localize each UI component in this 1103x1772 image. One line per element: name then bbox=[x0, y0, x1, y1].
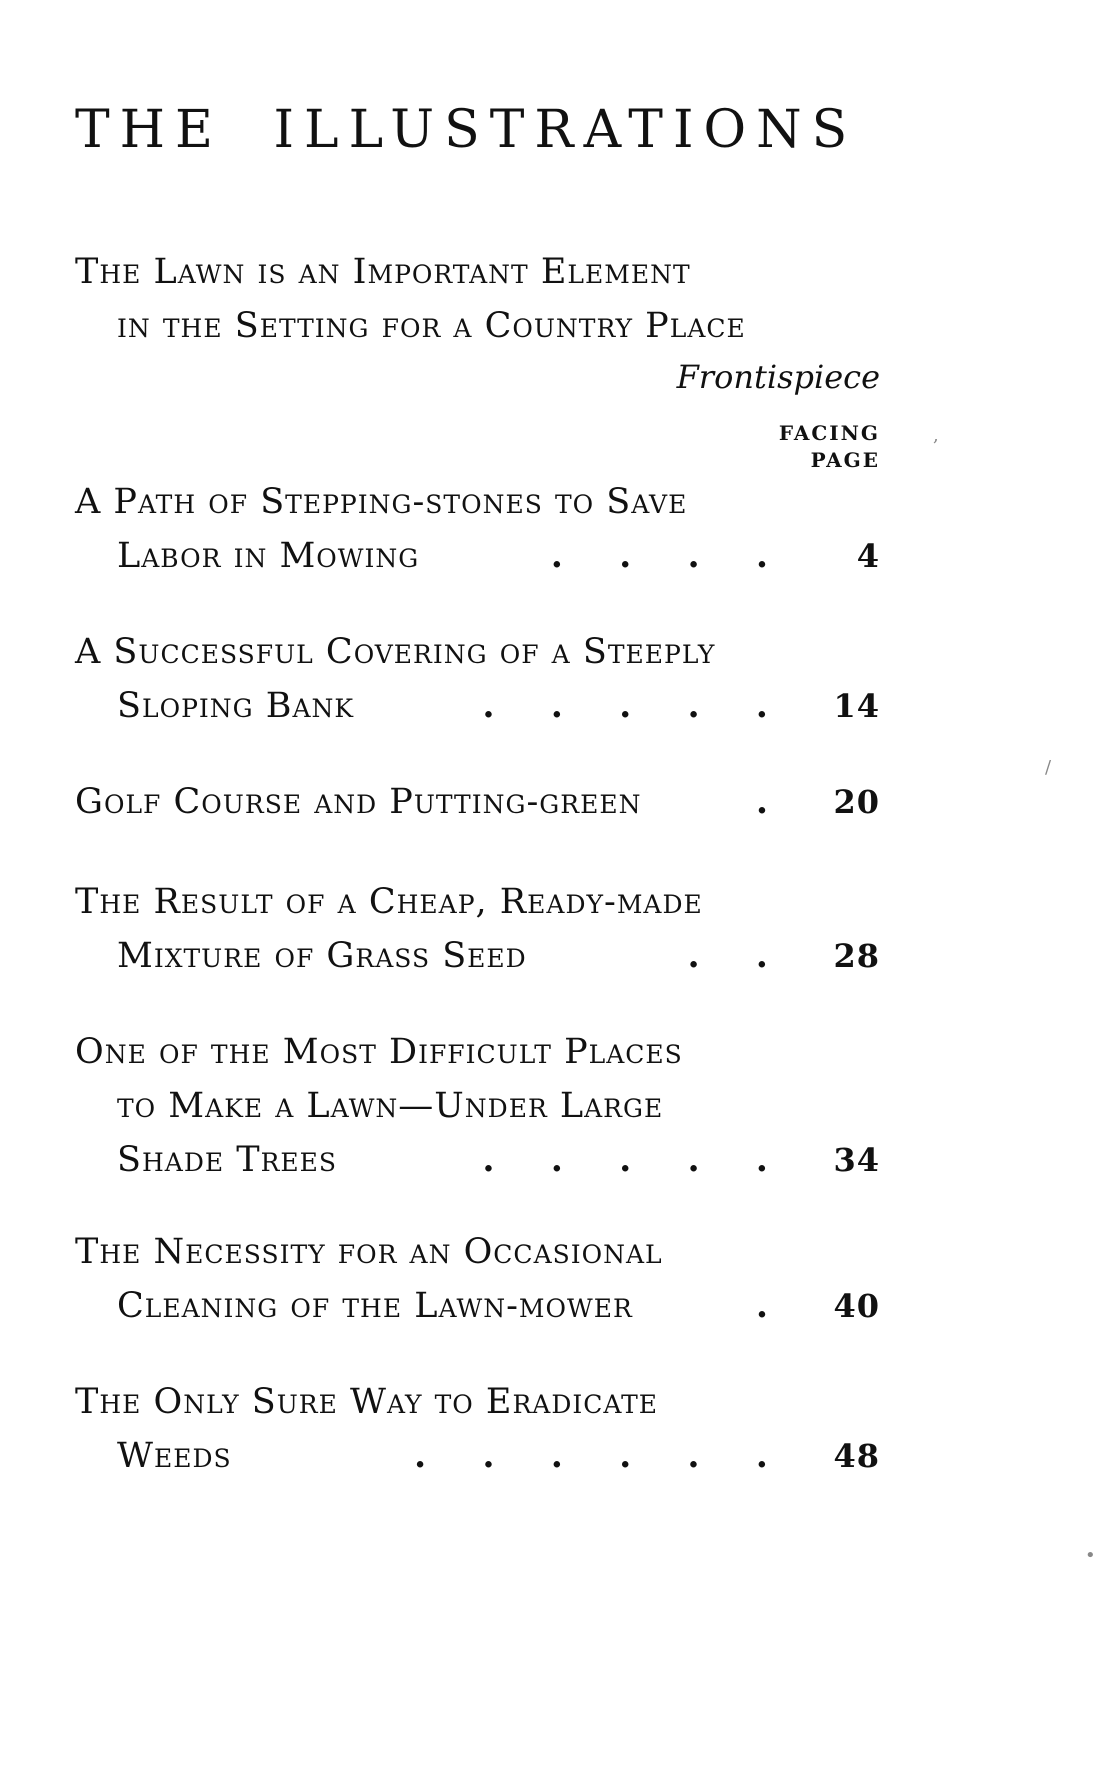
entry-line-with-page bbox=[75, 529, 880, 583]
entry-line: The Only Sure Way to Eradicate bbox=[75, 1382, 658, 1422]
entry-line: The Necessity for an Occasional bbox=[75, 1232, 663, 1272]
leader-dots: . . . . . . bbox=[413, 1435, 790, 1476]
entry-line: Cleaning of the Lawn-mower bbox=[117, 1286, 633, 1326]
leader-dots: . bbox=[755, 1285, 790, 1326]
entry-line: The Result of a Cheap, Ready-made bbox=[75, 882, 703, 922]
entry-line-with-page bbox=[75, 679, 880, 733]
entry-line: in the Setting for a Country Place bbox=[117, 306, 746, 346]
page-title: THE ILLUSTRATIONS bbox=[75, 100, 858, 160]
leader-dots: . . . . . bbox=[482, 1139, 790, 1180]
entry-line-with-page bbox=[75, 1429, 880, 1483]
page-number: 40 bbox=[833, 1287, 880, 1325]
page-number: 14 bbox=[833, 687, 880, 725]
entry-line: Mixture of Grass Seed bbox=[117, 936, 527, 976]
entry-line: Shade Trees bbox=[117, 1140, 338, 1180]
scan-speck: • bbox=[1085, 1545, 1096, 1566]
entry-line: Sloping Bank bbox=[117, 686, 355, 726]
list-item bbox=[75, 1025, 880, 1187]
leader-dots: . . bbox=[687, 935, 790, 976]
list-item bbox=[75, 625, 880, 733]
page-label: PAGE bbox=[810, 448, 880, 472]
scan-speck: , bbox=[933, 425, 939, 446]
leader-dots: . . . . bbox=[550, 535, 790, 576]
list-item bbox=[75, 775, 880, 829]
page-number: 34 bbox=[833, 1141, 880, 1179]
list-item bbox=[75, 245, 880, 401]
list-item bbox=[75, 1225, 880, 1333]
entry-line-with-page bbox=[75, 1279, 880, 1333]
list-item bbox=[75, 1375, 880, 1483]
page-number: 4 bbox=[856, 537, 880, 575]
leader-dots: . bbox=[755, 781, 790, 822]
list-item bbox=[75, 875, 880, 983]
entry-line: A Successful Covering of a Steeply bbox=[75, 632, 716, 672]
list-item bbox=[75, 475, 880, 583]
entry-line: Labor in Mowing bbox=[117, 536, 420, 576]
entry-line: Golf Course and Putting-green bbox=[75, 782, 642, 822]
entry-line: One of the Most Difficult Places bbox=[75, 1032, 683, 1072]
page-number: 48 bbox=[833, 1437, 880, 1475]
entry-line-with-page bbox=[75, 1133, 880, 1187]
page-number: 28 bbox=[833, 937, 880, 975]
entry-line: Weeds bbox=[117, 1436, 232, 1476]
entry-line-with-page bbox=[75, 929, 880, 983]
leader-dots: . . . . . bbox=[482, 685, 790, 726]
page-number: 20 bbox=[833, 783, 880, 821]
entry-line: to Make a Lawn—Under Large bbox=[117, 1086, 664, 1126]
facing-page-header bbox=[779, 420, 880, 474]
entry-line: The Lawn is an Important Element bbox=[75, 252, 691, 292]
entry-line-with-page bbox=[75, 775, 880, 829]
facing-label: FACING bbox=[778, 421, 880, 445]
page-reference: Frontispiece bbox=[676, 358, 880, 396]
entry-line: A Path of Stepping-stones to Save bbox=[75, 482, 688, 522]
scan-speck: / bbox=[1045, 757, 1052, 778]
